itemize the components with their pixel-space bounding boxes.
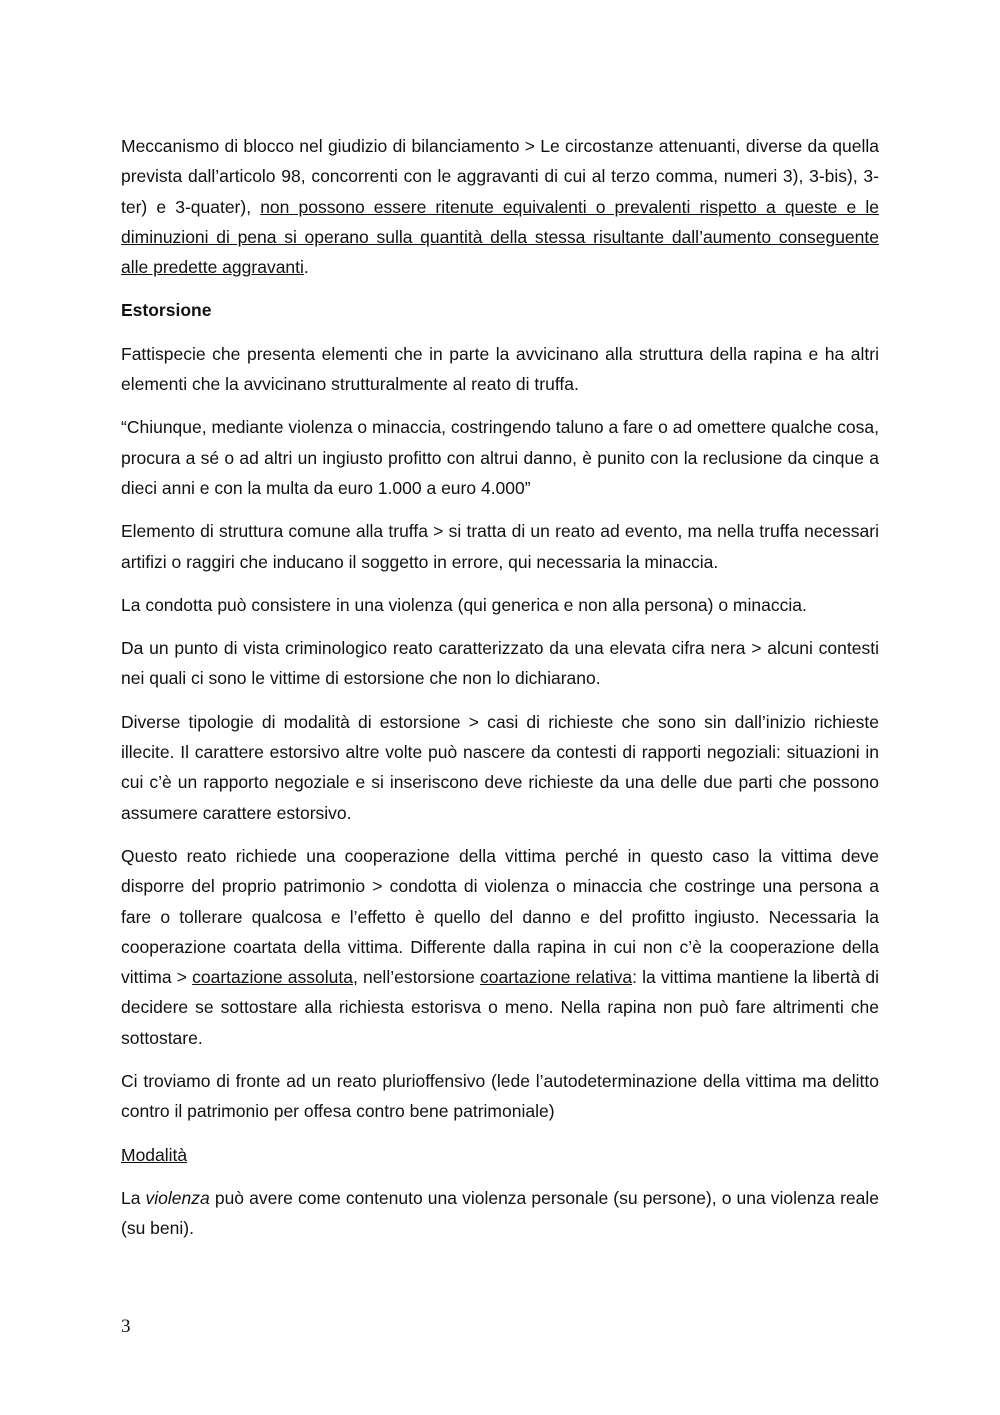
underlined-term-coartazione-relativa: coartazione relativa — [480, 967, 633, 988]
paragraph-text: . — [303, 257, 309, 278]
paragraph-condotta: La condotta può consistere in una violenza (qui generica e non alla persona) o minaccia. — [121, 594, 807, 615]
paragraph-text: La — [121, 1187, 146, 1208]
page-number: 3 — [121, 1316, 131, 1337]
paragraph-text: : la vittima mantiene la libertà di decidere se sottostare alla richiesta estorisva o meno. Nella rapina non può fare altrimenti che sottostare. — [121, 967, 879, 1048]
subheading-modalita: Modalità — [121, 1144, 188, 1165]
paragraph-text: può avere come contenuto una violenza personale (su persone), o una violenza reale (su beni). — [121, 1187, 879, 1239]
paragraph-plurioffensivo: Ci troviamo di fronte ad un reato plurioffensivo (lede l’autodeterminazione della vittima ma delitto contro il patrimonio per offesa contro bene patrimoniale) — [121, 1071, 879, 1122]
paragraph-fattispecie: Fattispecie che presenta elementi che in parte la avvicinano alla struttura della rapina e ha altri elementi che la avvicinano strutturalmente al reato di truffa. — [121, 343, 879, 395]
underlined-text: non possono essere ritenute equivalenti o prevalenti rispetto a queste e le diminuzioni di pena si operano sulla quantità della stessa risultante dall’aumento conseguente alle predette aggravanti — [121, 196, 879, 278]
paragraph-tipologie: Diverse tipologie di modalità di estorsione > casi di richieste che sono sin dall’inizio richieste illecite. Il carattere estorsivo altre volte può nascere da contesti di rapporti negoziali: situazioni in cui c’è un rapporto negoziale e si inseriscono deve richieste da una delle due parti che possono assumere carattere estorsivo. — [121, 711, 879, 823]
paragraph-criminologico: Da un punto di vista criminologico reato caratterizzato da una elevata cifra nera > alcuni contesti nei quali ci sono le vittime di estorsione che non lo dichiarano. — [121, 638, 879, 689]
paragraph-violenza — [121, 1183, 879, 1244]
page-body — [121, 131, 879, 1257]
paragraph-text: , nell’estorsione — [352, 967, 480, 988]
italic-term-violenza: violenza — [145, 1187, 210, 1208]
section-heading-estorsione: Estorsione — [121, 300, 212, 321]
paragraph-blocco-bilanciamento — [121, 131, 879, 282]
paragraph-quote-articolo: “Chiunque, mediante violenza o minaccia, costringendo taluno a fare o ad omettere qualche cosa, procura a sé o ad altri un ingiusto profitto con altrui danno, è punito con la reclusione da cinque a dieci anni e con la multa da euro 1.000 a euro 4.000” — [121, 417, 879, 498]
underlined-term-coartazione-assoluta: coartazione assoluta — [192, 967, 353, 988]
paragraph-cooperazione — [121, 841, 879, 1053]
paragraph-struttura-comune: Elemento di struttura comune alla truffa > si tratta di un reato ad evento, ma nella truffa necessari artifizi o raggiri che inducano il soggetto in errore, qui necessaria la minaccia. — [121, 521, 879, 572]
paragraph-text: Meccanismo di blocco nel giudizio di bilanciamento > Le circostanze attenuanti, diverse da quella prevista dall’articolo 98, concorrenti con le aggravanti di cui al terzo comma, numeri 3), 3-bis), 3-ter) e 3-quater), — [121, 136, 879, 217]
paragraph-text: Questo reato richiede una cooperazione della vittima perché in questo caso la vittima deve disporre del proprio patrimonio > condotta di violenza o minaccia che costringe una persona a fare o tollerare qualcosa e l’effetto è quello del danno e del profitto ingiusto. Necessaria la cooperazione coartata della vittima. Differente dalla rapina in cui non c’è la cooperazione della vittima > — [121, 845, 879, 988]
